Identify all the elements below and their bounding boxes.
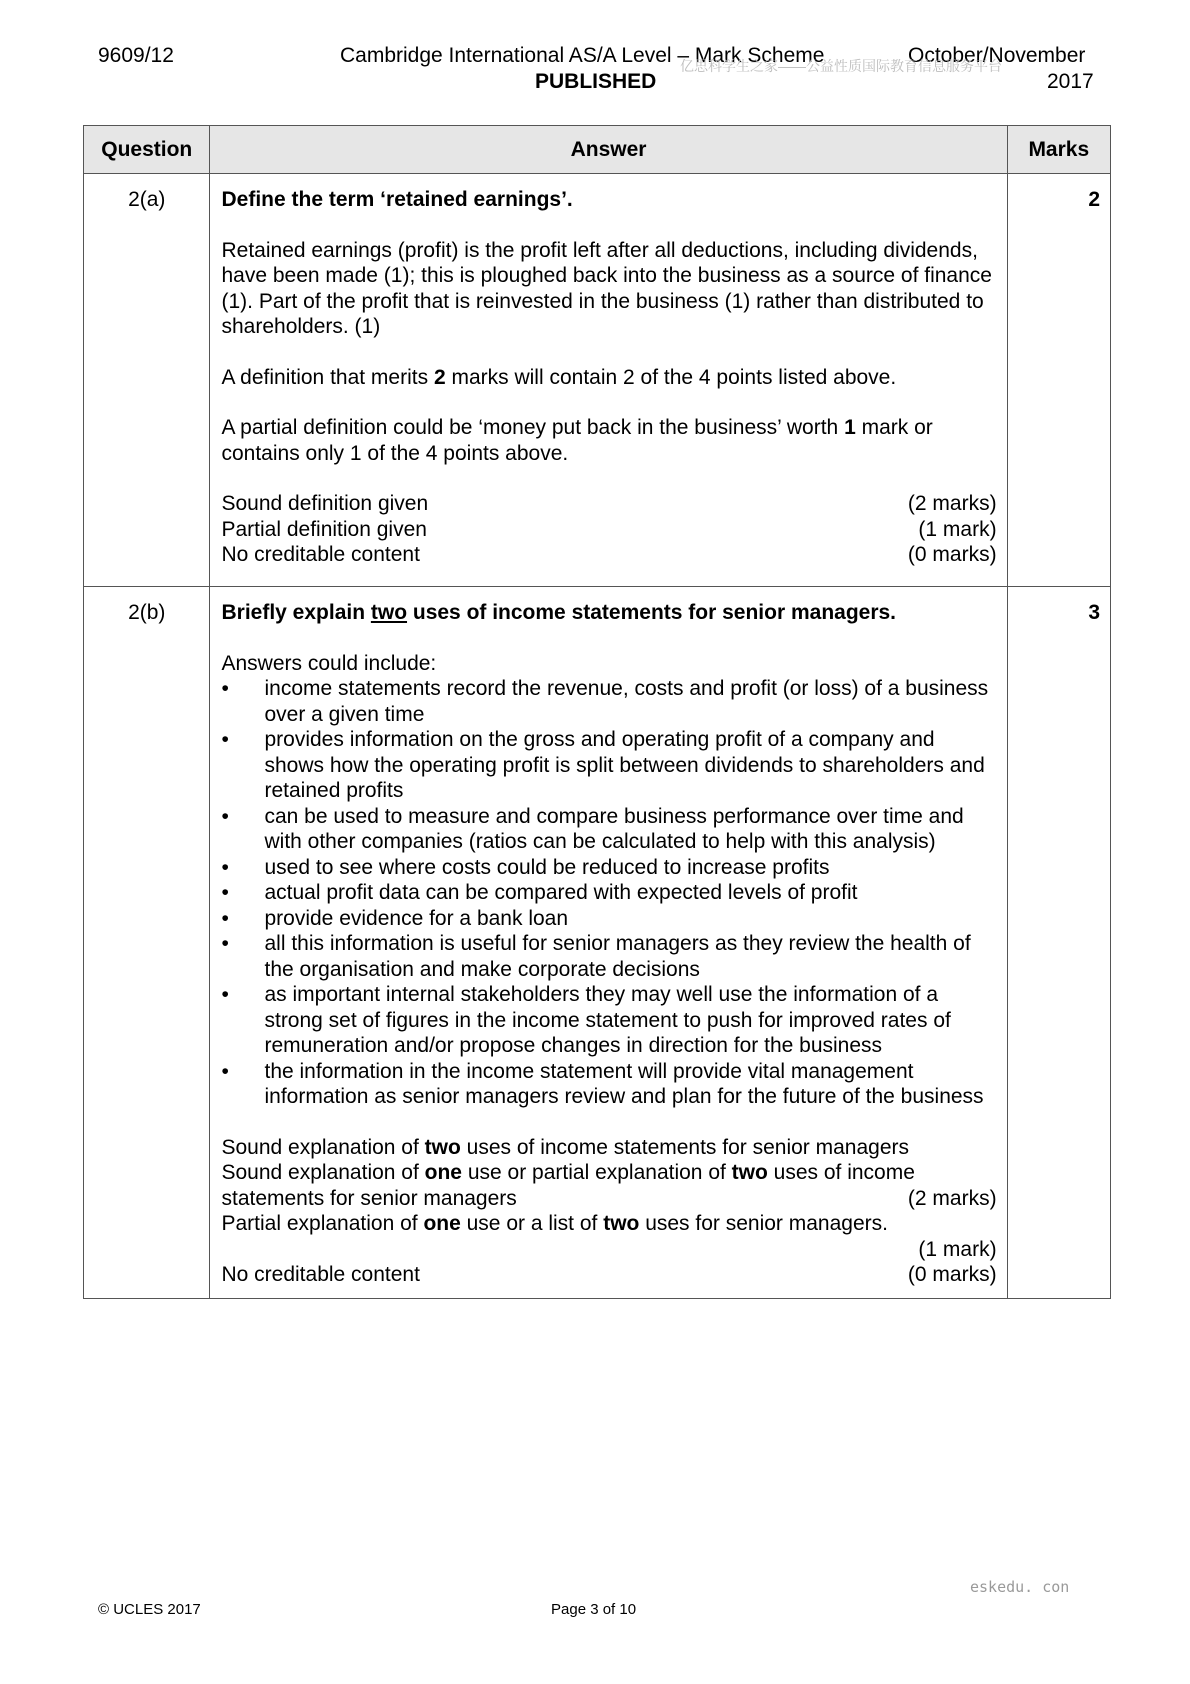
question-column-header: Question	[84, 126, 210, 174]
definition-paragraph: Retained earnings (profit) is the profit left after all deductions, including dividends, have been made (1); this is ploughed back into the business as a source of finance (1). Part of the profit that is reinvested in the business (1) rather than distributed to shareholders. (1)	[221, 238, 992, 338]
guidance-paragraph: A partial definition could be ‘money put back in the business’ worth 1 mark or contains only 1 of the 4 points above.	[221, 416, 933, 465]
question-number: 2(b)	[84, 587, 210, 1299]
list-item: • all this information is useful for senior managers as they review the health of the organisation and make corporate decisions	[221, 931, 996, 982]
list-item: • provides information on the gross and operating profit of a company and shows how the operating profit is split between dividends to shareholders and retained profits	[221, 727, 996, 804]
paper-code: 9609/12	[98, 44, 174, 67]
mark-scheme-table	[83, 125, 1111, 1299]
published-label: PUBLISHED	[535, 70, 657, 93]
mark-level-row: Sound explanation of one use or partial explanation of two uses of income	[221, 1161, 915, 1184]
exam-year: 2017	[1047, 70, 1094, 93]
header-watermark: 亿思科学生之家——公益性质国际教育信息服务平台	[680, 58, 1002, 74]
marks-value: 2	[1007, 174, 1110, 587]
list-item: • income statements record the revenue, costs and profit (or loss) of a business over a given time	[221, 676, 996, 727]
mark-level-row: Sound definition given (2 marks)	[221, 492, 997, 515]
question-title: Define the term ‘retained earnings’.	[221, 188, 573, 211]
list-item: • can be used to measure and compare business performance over time and with other companies (ratios can be calculated to help with this analysis)	[221, 804, 996, 855]
mark-level-row: Partial explanation of one use or a list of two uses for senior managers.	[221, 1212, 888, 1235]
answer-cell	[210, 174, 1007, 587]
answer-column-header: Answer	[210, 126, 1007, 174]
table-header-row	[84, 126, 1111, 174]
list-item: • as important internal stakeholders they may well use the information of a strong set of figures in the income statement to push for improved rates of remuneration and/or propose changes in direction for the business	[221, 982, 996, 1059]
document-title: Cambridge International AS/A Level – Mark Scheme	[340, 44, 825, 67]
list-item: • used to see where costs could be reduced to increase profits	[221, 855, 996, 881]
question-number: 2(a)	[84, 174, 210, 587]
mark-level-row: Partial definition given (1 mark)	[221, 517, 997, 541]
list-item: • the information in the income statement will provide vital management information as senior managers review and plan for the future of the business	[221, 1059, 996, 1110]
question-title: Briefly explain two uses of income statements for senior managers.	[221, 601, 897, 624]
answer-list	[221, 676, 996, 1110]
table-row	[84, 174, 1111, 587]
page-number: Page 3 of 10	[551, 1601, 637, 1618]
marks-column-header: Marks	[1007, 126, 1110, 174]
mark-level-row: statements for senior managers (2 marks)	[221, 1186, 997, 1210]
list-item: • actual profit data can be compared with expected levels of profit	[221, 880, 996, 906]
copyright: © UCLES 2017	[98, 1601, 201, 1618]
mark-level-row: No creditable content (0 marks)	[221, 543, 997, 566]
guidance-paragraph: A definition that merits 2 marks will contain 2 of the 4 points listed above.	[221, 365, 897, 389]
answer-cell	[210, 587, 1007, 1299]
mark-level-row: No creditable content (0 marks)	[221, 1263, 997, 1286]
answers-intro: Answers could include:	[221, 651, 437, 675]
list-item: • provide evidence for a bank loan	[221, 906, 996, 932]
mark-level-row: Sound explanation of two uses of income statements for senior managers	[221, 1135, 910, 1159]
site-watermark: eskedu. con	[970, 1578, 1070, 1596]
marks-value: 3	[1007, 587, 1110, 1299]
exam-session: October/November	[908, 44, 1086, 67]
table-row	[84, 587, 1111, 1299]
mark-level-value: (1 mark)	[918, 1237, 997, 1261]
